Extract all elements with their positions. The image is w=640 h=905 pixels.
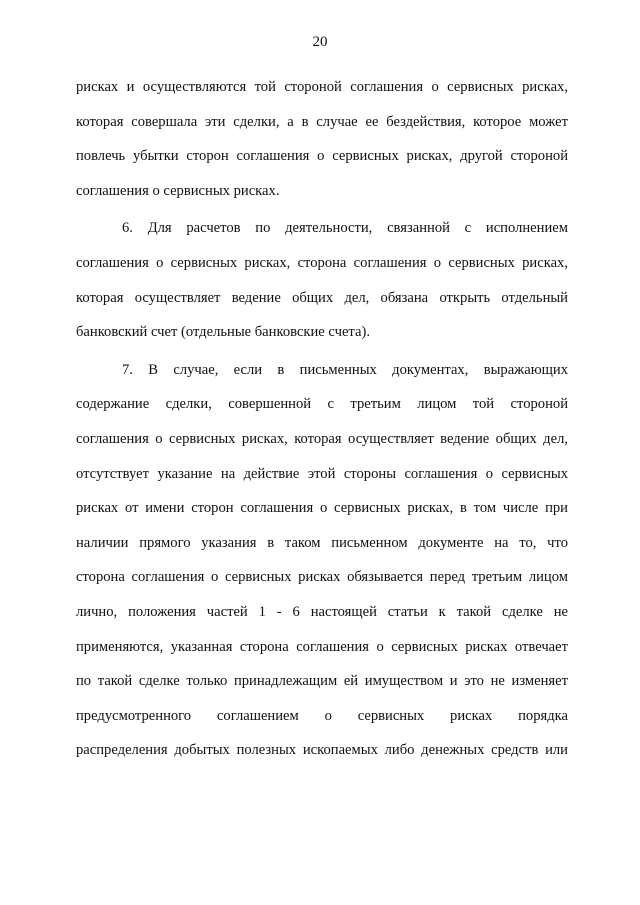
paragraph-line: применяются, указанная сторона соглашения о сервисных рисках отвечает (76, 638, 568, 655)
paragraph-line: банковский счет (отдельные банковские счета). (76, 324, 370, 341)
paragraph-line: 7. В случае, если в письменных документах, выражающих (122, 361, 568, 378)
paragraph-line: соглашения о сервисных рисках, сторона соглашения о сервисных рисках, (76, 254, 568, 271)
paragraph-line: наличии прямого указания в таком письменном документе на то, что (76, 534, 568, 551)
paragraph-line: лично, положения частей 1 - 6 настоящей статьи к такой сделке не (76, 603, 568, 620)
paragraph-line: содержание сделки, совершенной с третьим лицом той стороной (76, 396, 568, 413)
paragraph-line: которая осуществляет ведение общих дел, обязана открыть отдельный (76, 289, 568, 306)
paragraph-line: предусмотренного соглашением о сервисных рисках порядка (76, 707, 568, 724)
paragraph-line: которая совершала эти сделки, а в случае ее бездействия, которое может (76, 113, 568, 130)
paragraph-line: соглашения о сервисных рисках. (76, 182, 280, 199)
paragraph-line: повлечь убытки сторон соглашения о сервисных рисках, другой стороной (76, 148, 568, 165)
page-number: 20 (312, 34, 328, 50)
paragraph-line: соглашения о сервисных рисках, которая осуществляет ведение общих дел, (76, 430, 568, 447)
paragraph-line: рисках и осуществляются той стороной соглашения о сервисных рисках, (76, 79, 568, 95)
paragraph-line: по такой сделке только принадлежащим ей имуществом и это не изменяет (76, 673, 568, 690)
document-body (76, 70, 568, 768)
paragraph-line: 6. Для расчетов по деятельности, связанной с исполнением (122, 220, 568, 237)
paragraph-line: отсутствует указание на действие этой стороны соглашения о сервисных (76, 465, 568, 482)
paragraph-line: распределения добытых полезных ископаемых либо денежных средств или (76, 742, 568, 759)
paragraph-line: рисках от имени сторон соглашения о сервисных рисках, в том числе при (76, 500, 568, 517)
paragraph-line: сторона соглашения о сервисных рисках обязывается перед третьим лицом (76, 569, 568, 586)
